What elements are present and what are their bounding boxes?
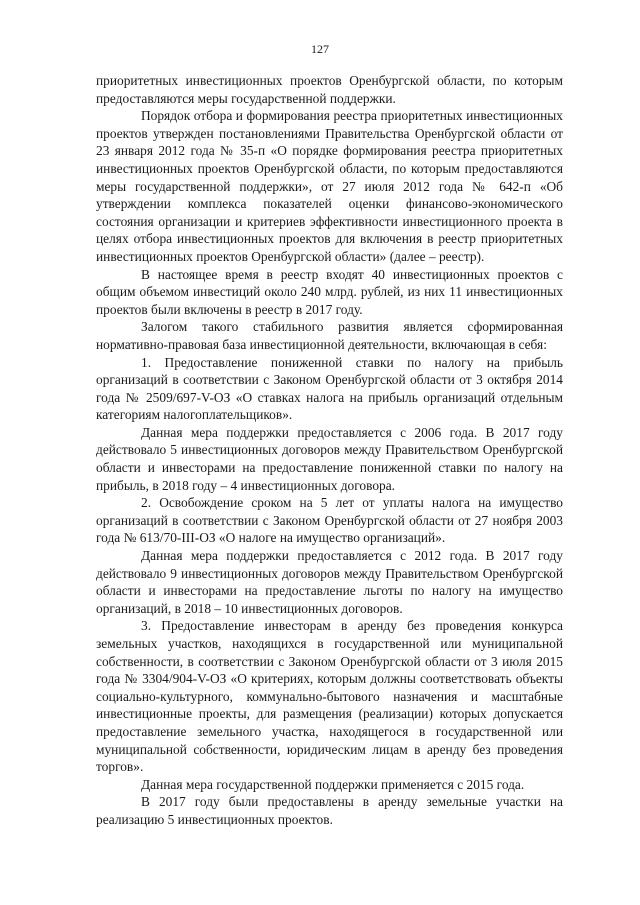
page-number: 127 [311, 42, 329, 56]
paragraph-measure-3-details: В 2017 году были предоставлены в аренду земельные участки на реализацию 5 инвестиционных проектов. [96, 794, 563, 827]
paragraph-continuation: приоритетных инвестиционных проектов Оренбургской области, по которым предоставляются меры государственной поддержки. [96, 73, 563, 106]
paragraph-legal-base: Залогом такого стабильного развития является сформированная нормативно-правовая база инвестиционной деятельности, включающая в себя: [96, 319, 563, 352]
body-text [96, 72, 563, 829]
paragraph-measure-2-details: Данная мера поддержки предоставляется с 2012 года. В 2017 году действовало 9 инвестиционных договоров между Правительством Оренбургской области и инвесторами на предоставление льготы по налогу на имущество организаций, в 2018 – 10 инвестиционных договоров. [96, 548, 563, 616]
paragraph-measure-3-since: Данная мера государственной поддержки применяется с 2015 года. [141, 776, 525, 792]
paragraph-measure-1-details: Данная мера поддержки предоставляется с 2006 года. В 2017 году действовало 5 инвестиционных договоров между Правительством Оренбургской области и инвесторами на предоставление пониженной ставки по налогу на прибыль, в 2018 году – 4 инвестиционных договора. [96, 424, 563, 493]
paragraph-selection-procedure: Порядок отбора и формирования реестра приоритетных инвестиционных проектов утвержден постановлениями Правительства Оренбургской области от 23 января 2012 года № 35-п «О порядке формирования реестра приоритетных инвестиционных проектов Оренбургской области, по которым предоставляются меры государственной поддержки», от 27 июля 2012 года № 642-п «Об утверждении комплекса показателей оценки финансово-экономического состояния организации и критериев эффективности инвестиционного проекта в целях отбора инвестиционных проектов для включения в реестр приоритетных инвестиционных проектов Оренбургской области» (далее – реестр). [96, 108, 563, 264]
paragraph-registry-count: В настоящее время в реестр входят 40 инвестиционных проектов с общим объемом инвестиций около 240 млрд. рублей, из них 11 инвестиционных проектов были включены в реестр в 2017 году. [96, 266, 563, 317]
paragraph-measure-3: 3. Предоставление инвесторам в аренду без проведения конкурса земельных участков, находящихся в государственной или муниципальной собственности, в соответствии с Законом Оренбургской области от 3 июля 2015 года № 3304/904-V-ОЗ «О критериях, которым должны соответствовать объекты социально-культурного, коммунально-бытового назначения и масштабные инвестиционные проекты, для размещения (реализации) которых допускается предоставление земельного участка, находящегося в государственной или муниципальной собственности, юридическим лицам в аренду без проведения торгов». [96, 618, 563, 775]
paragraph-measure-1: 1. Предоставление пониженной ставки по налогу на прибыль организаций в соответствии с Законом Оренбургской области от 3 октября 2014 года № 2509/697-V-ОЗ «О ставках налога на прибыль организаций отдельным категориям налогоплательщиков». [96, 354, 563, 423]
paragraph-measure-2: 2. Освобождение сроком на 5 лет от уплаты налога на имущество организаций в соответствии с Законом Оренбургской области от 27 ноября 2003 года № 613/70-III-ОЗ «О налоге на имущество организаций». [96, 495, 563, 546]
